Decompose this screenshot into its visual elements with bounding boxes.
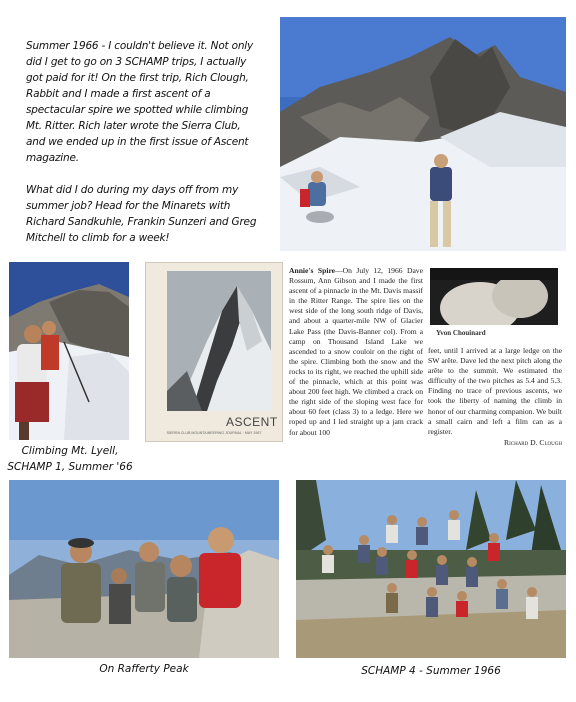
magazine-footer: SIERRA CLUB MOUNTAINEERING JOURNAL · MAY 1967 (166, 431, 262, 435)
clipping-author: Richard D. Clough (504, 437, 562, 447)
photo-mt-lyell (9, 262, 129, 440)
caption-lyell: Climbing Mt. Lyell, SCHAMP 1, Summer '66 (7, 445, 133, 473)
photo-caption-chouinard: Yvon Chouinard (436, 329, 486, 337)
ascent-magazine-cover (145, 262, 283, 442)
photo-yvon-chouinard (430, 268, 558, 325)
magazine-cover-photo (167, 271, 271, 411)
magazine-title: ASCENT (226, 415, 278, 429)
clipping-column-2 (428, 346, 562, 448)
clipping-column-1 (289, 266, 423, 438)
clipping-col2-text: feet, until I arrived at a large ledge on the SW arête. Dave led the next pitch along the arête to the summit. We estimated the difficulty of the two pitches as 5.4 and 5.3. Finding no trace of previous ascents, we took the liberty of naming the climb in honor of our charming companion. We built a small cairn and left a film can as a register. (428, 346, 562, 436)
photo-schamp4-group (296, 480, 566, 658)
caption-schamp4: SCHAMP 4 - Summer 1966 (361, 665, 501, 677)
intro-text (26, 38, 262, 262)
caption-rafferty: On Rafferty Peak (99, 663, 189, 675)
intro-paragraph-2: What did I do during my days off from my summer job? Head for the Minarets with Richard Sandkuhle, Frankin Sunzeri and Greg Mitchell to climb for a week! (26, 184, 257, 244)
photo-spire-climbers (280, 17, 566, 251)
clipping-col1-text: —On July 12, 1966 Dave Rossum, Ann Gibson and I made the first ascent of a pinnacle in the Mt. Davis massif in the Ritter Range. The spire lies on the west side of the long south ridge of Davis, and about a quarter-mile NW of Glacier Lake Pass (the Davis-Banner col). From a camp on Thousand Island Lake we ascended to a snow couloir on the right of the spire. Climbing both the snow and the rocks to its right, we reached the uphill side of the pinnacle, which at this point was about 200 feet high. We climbed a crack on the right side of the sloping west face for about 60 feet (class 3) to a ledge. Here we roped up and I led straight up a jam crack for about 100 (289, 266, 423, 437)
clipping-heading: Annie's Spire (289, 266, 336, 275)
photo-rafferty-peak (9, 480, 279, 658)
intro-paragraph-1: Summer 1966 - I couldn't believe it. Not only did I get to go on 3 SCHAMP trips, I actually got paid for it! On the first trip, Rich Clough, Rabbit and I made a first ascent of a spectacular spire we spotted while climbing Mt. Ritter. Rich later wrote the Sierra Club, and we ended up in the first issue of Ascent magazine. (26, 40, 254, 164)
